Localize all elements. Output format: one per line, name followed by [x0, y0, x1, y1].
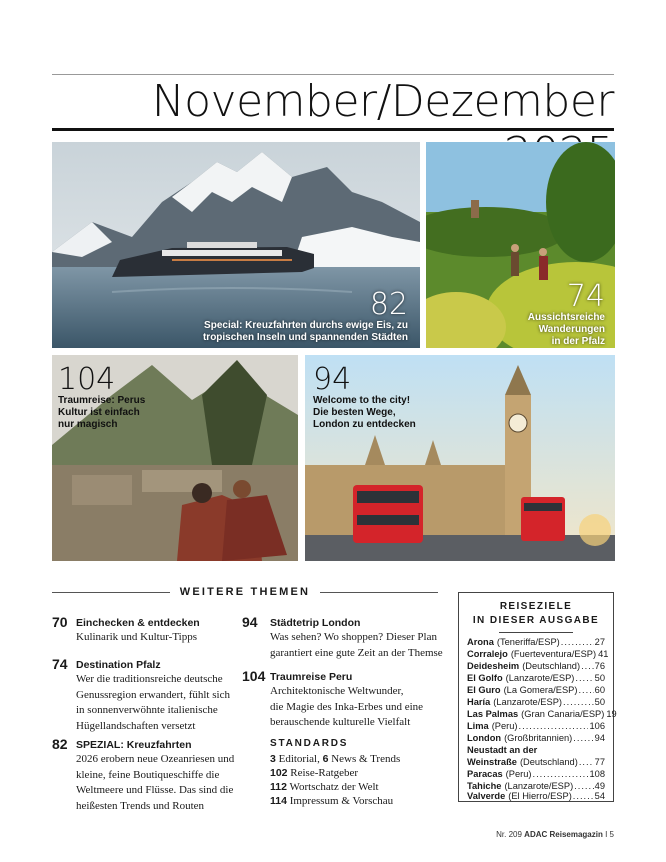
- destination-name: Las Palmas: [467, 709, 519, 719]
- london-illustration: [305, 355, 615, 561]
- destination-row: [467, 768, 605, 780]
- destination-row: [467, 732, 605, 744]
- destination-region: (Lanzarote/ESP): [505, 673, 575, 683]
- standards-page: 114: [270, 795, 287, 807]
- topic-description: Weltmeere und Flüsse. Das sind die: [76, 784, 234, 796]
- destination-page: 50: [594, 673, 605, 683]
- destination-region: (Gran Canaria/ESP): [521, 709, 605, 719]
- peru-caption-line3: nur magisch: [58, 419, 118, 430]
- standards-page: 3: [270, 753, 276, 765]
- cruise-photo: [52, 142, 420, 348]
- destination-region: (Fuerteventura/ESP): [510, 649, 597, 659]
- destination-name: Arona: [467, 637, 494, 647]
- top-rule: [52, 74, 614, 75]
- leader-dots: [573, 732, 593, 744]
- topic-item: [52, 736, 252, 816]
- pfalz-caption-line1: Aussichtsreiche: [527, 312, 605, 323]
- destination-page: 19: [606, 709, 617, 719]
- topic-description: die Magie des Inka-Erbes und eine: [270, 700, 424, 713]
- destination-name: Tahiche: [467, 781, 502, 791]
- peru-caption-line1: Traumreise: Perus: [58, 395, 146, 406]
- title-rule: [52, 128, 614, 131]
- page-footer: [496, 830, 614, 839]
- destination-region: (Teneriffa/ESP): [496, 637, 560, 647]
- destination-name: London: [467, 733, 502, 743]
- standards-row: [270, 752, 400, 766]
- destination-row: [467, 720, 605, 732]
- destination-page: 41: [598, 649, 609, 659]
- page-title: November/Dezember: [151, 76, 614, 127]
- topic-item: [52, 614, 252, 654]
- destination-name: Valverde: [467, 791, 506, 801]
- destination-page: 54: [594, 791, 605, 801]
- footer-magazine: ADAC Reisemagazin: [524, 830, 603, 839]
- destination-row: [467, 648, 609, 660]
- footer-issue: Nr. 209: [496, 830, 522, 839]
- more-topics-label: WEITERE THEMEN: [179, 586, 311, 598]
- destination-row: [467, 684, 605, 696]
- peru-page-number: 104: [58, 362, 116, 397]
- topic-description: Architektonische Weltwunder,: [270, 685, 404, 697]
- standards-heading: STANDARDS: [270, 738, 349, 749]
- topic-item: [242, 614, 442, 664]
- destination-page: 108: [589, 769, 605, 779]
- cruise-page-number: 82: [369, 287, 408, 322]
- destination-region: (Lanzarote/ESP): [493, 697, 562, 707]
- topic-description: Was sehen? Wo shoppen? Dieser Plan: [270, 631, 437, 643]
- topic-title: Städtetrip London: [270, 617, 361, 629]
- destination-row: [467, 708, 617, 720]
- standards-label: Editorial,: [278, 753, 320, 765]
- topic-description: Wer die traditionsreiche deutsche: [76, 673, 223, 685]
- destination-region: (El Hierro/ESP): [508, 791, 572, 801]
- standards-label: Impressum & Vorschau: [289, 795, 394, 807]
- leader-dots: [581, 660, 594, 672]
- cruise-caption-line1: Special: Kreuzfahrten durchs ewige Eis, zu: [204, 320, 408, 331]
- pfalz-photo: [426, 142, 615, 348]
- london-page-number: 94: [313, 362, 352, 397]
- destination-region: (Lanzarote/ESP): [504, 781, 574, 791]
- pfalz-page-number: 74: [566, 279, 605, 314]
- destination-page: 49: [594, 781, 605, 791]
- destination-region: (Peru): [505, 769, 532, 779]
- destination-name: Haría: [467, 697, 491, 707]
- cruise-caption-line2: tropischen Inseln und spannenden Städten: [202, 332, 408, 343]
- destination-page: 77: [594, 757, 605, 767]
- destinations-box: [458, 592, 617, 802]
- topic-title: Destination Pfalz: [76, 659, 161, 671]
- peru-caption-line2: Kultur ist einfach: [58, 407, 140, 418]
- topic-description: 2026 erobern neue Ozeanriesen und: [76, 753, 235, 765]
- footer-page: I 5: [605, 830, 614, 839]
- leader-dots: [533, 768, 589, 780]
- destination-page: 94: [594, 733, 605, 743]
- leader-dots: [578, 684, 593, 696]
- more-topics-heading: [52, 584, 438, 600]
- london-caption-line3: London zu entdecken: [313, 419, 416, 430]
- standards-row: [270, 766, 358, 780]
- standards-page: 6: [322, 753, 329, 765]
- destination-name: Deidesheim: [467, 661, 520, 671]
- topic-title: Einchecken & entdecken: [76, 617, 200, 629]
- topic-description: berauschende kulturelle Vielfalt: [270, 716, 411, 728]
- standards-row: [270, 794, 393, 808]
- topic-number: 70: [52, 614, 68, 630]
- topic-description: Genussregion erwandert, fühlt sich: [76, 688, 230, 701]
- pfalz-caption-line2: Wanderungen: [538, 324, 605, 335]
- destination-row: [467, 756, 605, 768]
- standards-row: [270, 780, 379, 794]
- destination-row: [467, 696, 605, 708]
- leader-dots: [561, 636, 594, 648]
- leader-dots: [573, 790, 594, 802]
- topic-description: kleine, feine Boutiqueschiffe die: [76, 768, 220, 781]
- destination-region: (Peru): [491, 721, 518, 731]
- destinations-heading-rule: [499, 632, 573, 633]
- topic-number: 94: [242, 614, 258, 630]
- topic-description: Hügellandschaften versetzt: [76, 719, 196, 732]
- destination-name: Corralejo: [467, 649, 508, 659]
- destination-region: (Deutschland): [522, 661, 581, 671]
- peru-photo: [52, 355, 298, 561]
- destination-name: El Golfo: [467, 673, 503, 683]
- destination-name: Weinstraße: [467, 757, 517, 767]
- topic-title: SPEZIAL: Kreuzfahrten: [76, 739, 192, 751]
- topic-number: 104: [242, 668, 266, 684]
- destination-row: [467, 660, 605, 672]
- standards-label: Wortschatz der Welt: [289, 781, 379, 793]
- destinations-heading-line1: REISEZIELE: [499, 601, 573, 612]
- topic-item: [242, 668, 442, 732]
- london-caption-line1: Welcome to the city!: [313, 395, 411, 406]
- topic-description: garantiert eine gute Zeit an der Themse: [270, 646, 443, 659]
- topic-title: Traumreise Peru: [270, 671, 353, 683]
- standards-label: Reise-Ratgeber: [290, 767, 359, 779]
- london-photo: [305, 355, 615, 561]
- destination-page: 50: [594, 697, 605, 707]
- leader-dots: [563, 696, 594, 708]
- destination-row: [467, 744, 605, 756]
- destination-row: [467, 790, 605, 802]
- destination-page: 27: [594, 637, 605, 647]
- leader-dots: [519, 720, 589, 732]
- leader-dots: [579, 756, 594, 768]
- topic-description: heißesten Trends und Routen: [76, 799, 205, 812]
- destination-name: Neustadt an der: [467, 745, 538, 755]
- london-caption-line2: Die besten Wege,: [313, 407, 396, 418]
- destination-row: [467, 636, 605, 648]
- destination-page: 60: [594, 685, 605, 695]
- cruise-illustration: [52, 142, 420, 348]
- standards-page: 102: [270, 767, 288, 779]
- destination-page: 106: [589, 721, 605, 731]
- destination-row: [467, 672, 605, 684]
- destination-region: (La Gomera/ESP): [503, 685, 578, 695]
- destination-name: Paracas: [467, 769, 503, 779]
- destination-region: (Deutschland): [519, 757, 578, 767]
- destination-name: El Guro: [467, 685, 501, 695]
- pfalz-caption-line3: in der Pfalz: [551, 336, 605, 347]
- leader-dots: [575, 672, 593, 684]
- topic-description: Kulinarik und Kultur-Tipps: [76, 631, 197, 643]
- topic-description: in sonnenverwöhnte italienische: [76, 704, 218, 716]
- destination-region: (Großbritannien): [504, 733, 573, 743]
- standards-page: 112: [270, 781, 287, 793]
- destination-page: 76: [594, 661, 605, 671]
- destination-name: Lima: [467, 721, 489, 731]
- standards-label: News & Trends: [331, 753, 401, 765]
- topic-number: 74: [52, 656, 68, 672]
- topic-number: 82: [52, 736, 68, 752]
- topic-item: [52, 656, 252, 736]
- destinations-heading-line2: IN DIESER AUSGABE: [472, 615, 600, 626]
